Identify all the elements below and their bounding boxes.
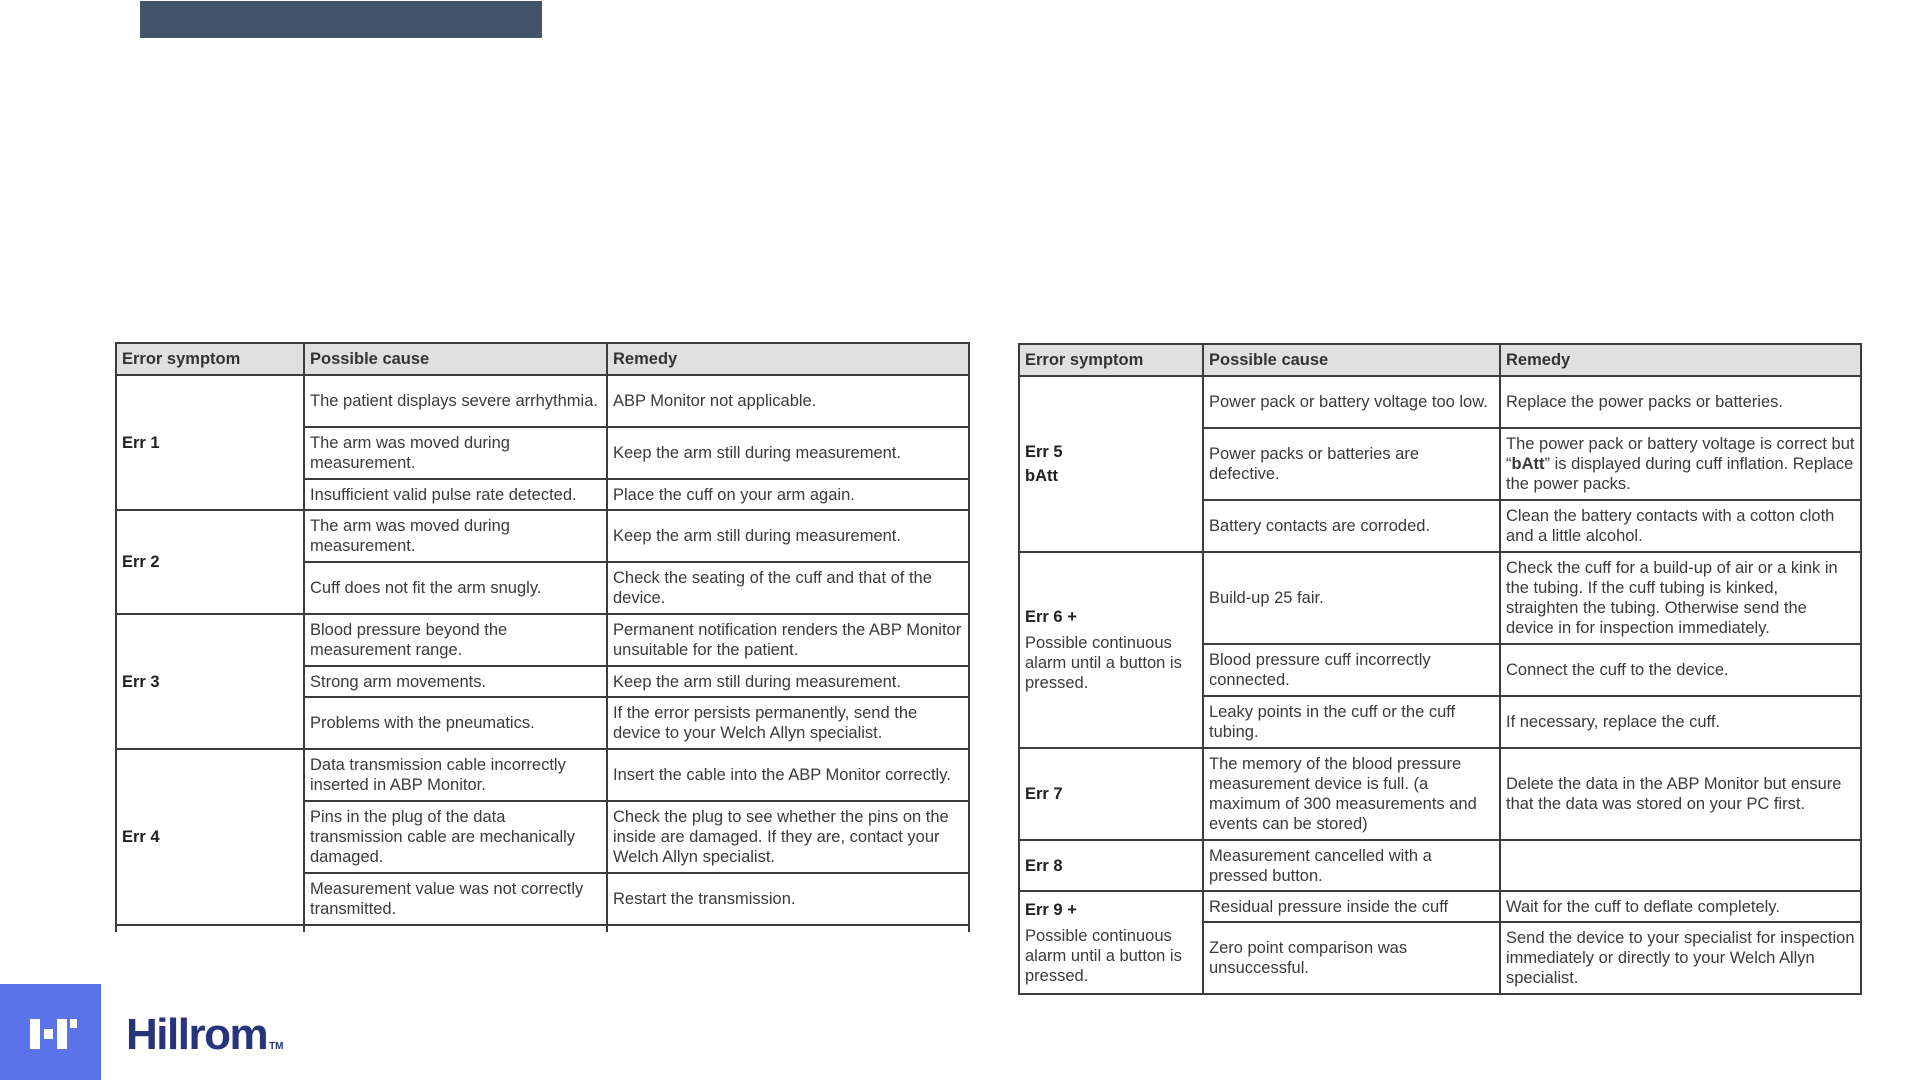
possible-cause: Blood pressure cuff incorrectly connected. xyxy=(1203,644,1500,696)
symptom-code: Err 6 + xyxy=(1025,608,1077,626)
error-symptom-err9 xyxy=(1019,891,1203,994)
header-remedy: Remedy xyxy=(607,343,969,375)
table-row xyxy=(1019,552,1861,644)
remedy: Keep the arm still during measurement. xyxy=(607,666,969,697)
symptom-code: Err 5 xyxy=(1025,443,1063,461)
remedy: Send the device to your specialist for inspection immediately or directly to your Welch Allyn specialist. xyxy=(1500,922,1861,994)
table-header-row xyxy=(1019,344,1861,376)
error-symptom-err6 xyxy=(1019,552,1203,748)
table-row xyxy=(116,510,969,562)
possible-cause: The memory of the blood pressure measurement device is full. (a maximum of 300 measurements and events can be stored) xyxy=(1203,748,1500,840)
remedy: Clean the battery contacts with a cotton cloth and a little alcohol. xyxy=(1500,500,1861,552)
possible-cause: Strong arm movements. xyxy=(304,666,607,697)
possible-cause: The arm was moved during measurement. xyxy=(304,510,607,562)
table-row xyxy=(116,375,969,427)
possible-cause: Build-up 25 fair. xyxy=(1203,552,1500,644)
error-symptom-err1: Err 1 xyxy=(116,375,304,510)
symptom-note: Possible continuous alarm until a button is pressed. xyxy=(1025,634,1182,692)
remedy: Replace the power packs or batteries. xyxy=(1500,376,1861,428)
troubleshooting-table xyxy=(115,342,970,932)
troubleshooting-table xyxy=(1018,343,1862,995)
batt-code: bAtt xyxy=(1511,455,1545,473)
possible-cause: Insufficient valid pulse rate detected. xyxy=(304,479,607,510)
remedy: Keep the arm still during measurement. xyxy=(607,510,969,562)
header-error-symptom: Error symptom xyxy=(116,343,304,375)
possible-cause: Measurement cancelled with a pressed button. xyxy=(1203,840,1500,891)
error-symptom-err3: Err 3 xyxy=(116,614,304,749)
remedy: Wait for the cuff to deflate completely. xyxy=(1500,891,1861,922)
possible-cause: Leaky points in the cuff or the cuff tubing. xyxy=(1203,696,1500,748)
possible-cause: Problems with the pneumatics. xyxy=(304,697,607,749)
possible-cause: The patient displays severe arrhythmia. xyxy=(304,375,607,427)
remedy: Insert the cable into the ABP Monitor correctly. xyxy=(607,749,969,801)
error-table-right xyxy=(1018,343,1860,995)
possible-cause: Data transmission cable incorrectly inserted in ABP Monitor. xyxy=(304,749,607,801)
table-row xyxy=(1019,376,1861,428)
remedy: Place the cuff on your arm again. xyxy=(607,479,969,510)
possible-cause: Pins in the plug of the data transmission cable are mechanically damaged. xyxy=(304,801,607,873)
header-error-symptom: Error symptom xyxy=(1019,344,1203,376)
hillrom-logo-mark xyxy=(0,984,101,1080)
possible-cause: Residual pressure inside the cuff xyxy=(1203,891,1500,922)
hillrom-mark-icon xyxy=(0,984,101,1080)
error-symptom-err2: Err 2 xyxy=(116,510,304,614)
remedy: The power pack or battery voltage is correct but “bAtt” is displayed during cuff inflation. Replace the power packs. xyxy=(1500,428,1861,500)
table-row xyxy=(1019,748,1861,840)
error-symptom-err8: Err 8 xyxy=(1019,840,1203,891)
remedy: Delete the data in the ABP Monitor but ensure that the data was stored on your PC first. xyxy=(1500,748,1861,840)
possible-cause: Blood pressure beyond the measurement range. xyxy=(304,614,607,666)
remedy: ABP Monitor not applicable. xyxy=(607,375,969,427)
table-row xyxy=(1019,891,1861,922)
possible-cause: Power packs or batteries are defective. xyxy=(1203,428,1500,500)
error-table-left xyxy=(115,342,968,932)
trademark-symbol: TM xyxy=(269,1041,284,1052)
title-bar xyxy=(140,1,542,38)
possible-cause: Power pack or battery voltage too low. xyxy=(1203,376,1500,428)
hillrom-wordmark: Hillrom TM xyxy=(126,1010,284,1059)
remedy: Connect the cuff to the device. xyxy=(1500,644,1861,696)
possible-cause: Zero point comparison was unsuccessful. xyxy=(1203,922,1500,994)
possible-cause: The arm was moved during measurement. xyxy=(304,427,607,479)
possible-cause: Cuff does not fit the arm snugly. xyxy=(304,562,607,614)
remedy: If the error persists permanently, send the device to your Welch Allyn specialist. xyxy=(607,697,969,749)
table-header-row xyxy=(116,343,969,375)
possible-cause: Battery contacts are corroded. xyxy=(1203,500,1500,552)
error-symptom-err5 xyxy=(1019,376,1203,552)
symptom-note: Possible continuous alarm until a button is pressed. xyxy=(1025,926,1182,985)
remedy: Check the seating of the cuff and that of the device. xyxy=(607,562,969,614)
remedy: If necessary, replace the cuff. xyxy=(1500,696,1861,748)
table-row xyxy=(1019,840,1861,891)
remedy: Keep the arm still during measurement. xyxy=(607,427,969,479)
remedy: Restart the transmission. xyxy=(607,873,969,925)
table-row xyxy=(116,749,969,801)
table-continuation xyxy=(116,925,969,932)
possible-cause: Measurement value was not correctly transmitted. xyxy=(304,873,607,925)
header-possible-cause: Possible cause xyxy=(304,343,607,375)
error-symptom-err7: Err 7 xyxy=(1019,748,1203,840)
header-possible-cause: Possible cause xyxy=(1203,344,1500,376)
table-row xyxy=(116,614,969,666)
remedy xyxy=(1500,840,1861,891)
remedy: Check the cuff for a build-up of air or a kink in the tubing. If the cuff tubing is kinked, straighten the tubing. Otherwise send the device in for inspection immediately. xyxy=(1500,552,1861,644)
error-symptom-err4: Err 4 xyxy=(116,749,304,925)
header-remedy: Remedy xyxy=(1500,344,1861,376)
remedy: Permanent notification renders the ABP Monitor unsuitable for the patient. xyxy=(607,614,969,666)
remedy: Check the plug to see whether the pins on the inside are damaged. If they are, contact your Welch Allyn specialist. xyxy=(607,801,969,873)
symptom-code: Err 9 + xyxy=(1025,900,1077,919)
symptom-display-code: bAtt xyxy=(1025,467,1058,485)
